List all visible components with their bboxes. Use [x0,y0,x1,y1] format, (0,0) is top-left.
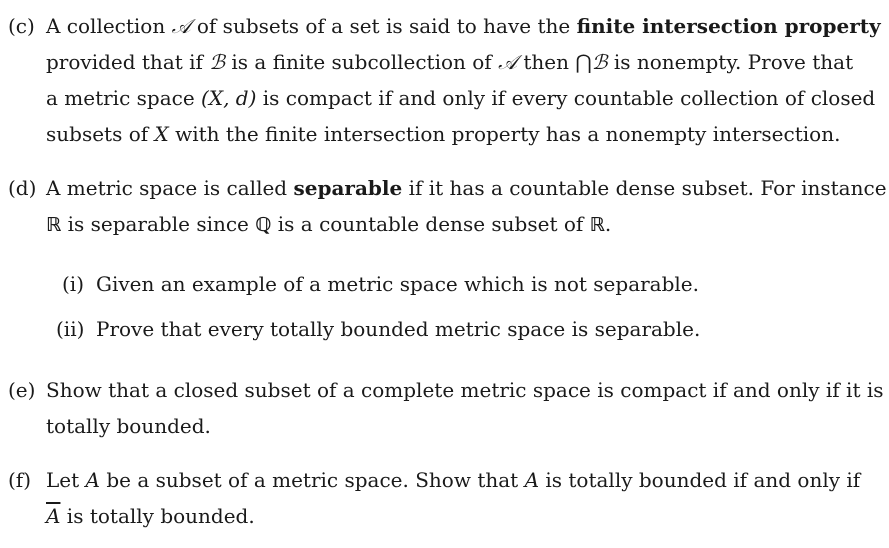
problem-c-line-4: subsets of X with the finite intersection property has a nonempty intersection. [46,122,841,146]
problem-f-line-2: $\overline{A}$ is totally bounded. [46,504,255,528]
problem-d-line-2: ℝ is separable since ℚ is a countable dense subset of ℝ. [46,212,612,236]
problem-d-sub-ii-label: (ii) [56,317,85,341]
problem-d-label: (d) [8,176,37,200]
problem-f-line-1: Let A be a subset of a metric space. Show that A is totally bounded if and only if [46,468,861,492]
problem-c-line-2: provided that if ℬ is a finite subcollection of 𝒜 then ⋂ℬ is nonempty. Prove that [46,50,854,74]
problem-d-line-1: A metric space is called separable if it has a countable dense subset. For instance [46,176,887,200]
problem-e-line-1: Show that a closed subset of a complete metric space is compact if and only if it is [46,378,884,402]
problem-e-line-2: totally bounded. [46,414,211,438]
problem-d-sub-ii-text: Prove that every totally bounded metric space is separable. [96,317,701,341]
problem-c-line-3: a metric space (X, d) is compact if and only if every countable collection of closed [46,86,876,110]
problem-f-label: (f) [8,468,32,492]
problem-c-label: (c) [8,14,35,38]
problem-e-label: (e) [8,378,36,402]
closure-A: $\overline{A}$ [46,504,61,528]
problem-c-line-1: A collection 𝒜 of subsets of a set is said to have the finite intersection property [46,14,881,38]
problem-d-sub-i-text: Given an example of a metric space which is not separable. [96,272,699,296]
problem-d-sub-i-label: (i) [62,272,85,296]
